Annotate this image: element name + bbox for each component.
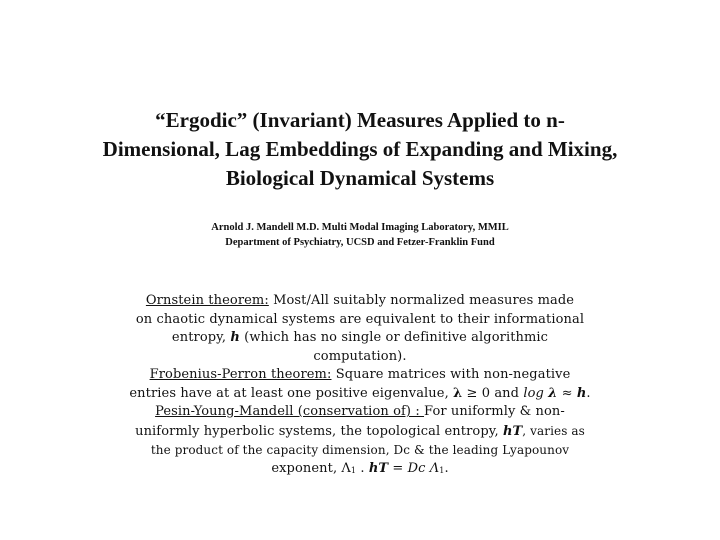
frobenius-text-1: Square matrices with non-negative <box>331 367 571 382</box>
pesin-text-1: For uniformly & non- <box>424 404 565 419</box>
frobenius-lambda-2: λ <box>548 385 558 401</box>
body-text <box>90 292 630 480</box>
ornstein-line-3-b: (which has no single or definitive algorithmic <box>239 330 549 345</box>
pesin-sub-2: 1 <box>439 465 445 475</box>
pesin-line-2 <box>90 422 630 442</box>
pesin-line-3: the product of the capacity dimension, Dc & the leading Lyapounov <box>150 443 570 457</box>
frobenius-lambda: λ <box>453 385 463 401</box>
pesin-formula-rhs: Dc Λ <box>407 460 440 476</box>
pesin-formula-hT: hT <box>368 460 389 476</box>
pesin-line-1 <box>90 403 630 422</box>
frobenius-ge: ≥ 0 <box>462 385 491 401</box>
pesin-line-2-a: uniformly hyperbolic systems, the topological entropy, <box>135 423 503 439</box>
pesin-line-4 <box>90 460 630 481</box>
frobenius-log: log <box>523 385 549 401</box>
pesin-formula-eq: = <box>388 460 408 476</box>
frobenius-line-2 <box>90 385 630 404</box>
frobenius-approx: ≈ <box>557 385 577 401</box>
frobenius-period: . <box>586 385 591 401</box>
pesin-line-2-b: , varies as <box>522 423 585 438</box>
ornstein-h: h <box>230 330 240 345</box>
pesin-line-4-a: exponent, <box>271 460 342 476</box>
ornstein-line-2: on chaotic dynamical systems are equivalent to their informational <box>135 311 585 327</box>
title-line-1: “Ergodic” (Invariant) Measures Applied to n- <box>155 108 565 132</box>
pesin-line-4-end: . <box>444 460 449 476</box>
author-line-1: Arnold J. Mandell M.D. Multi Modal Imaging Laboratory, MMIL <box>211 222 509 233</box>
ornstein-heading: Ornstein theorem: <box>145 293 269 308</box>
title-line-3: Biological Dynamical Systems <box>225 166 495 190</box>
pesin-line-4-b: . <box>356 460 369 476</box>
title-line-2: Dimensional, Lag Embeddings of Expanding and Mixing, <box>102 137 618 161</box>
ornstein-text-1: Most/All suitably normalized measures made <box>268 293 575 308</box>
ornstein-line-3-a: entropy, <box>171 330 231 345</box>
pesin-Lambda: Λ <box>341 460 351 476</box>
frobenius-h: h <box>576 385 587 401</box>
frobenius-and: and <box>490 385 524 401</box>
pesin-heading: Pesin-Young-Mandell (conservation of) : <box>155 404 425 419</box>
slide-title <box>40 106 680 193</box>
author-block <box>100 220 620 250</box>
pesin-sub-1: 1 <box>350 465 357 475</box>
ornstein-line-3 <box>90 329 630 348</box>
author-line-2: Department of Psychiatry, UCSD and Fetzer-Franklin Fund <box>225 237 495 248</box>
frobenius-heading: Frobenius-Perron theorem: <box>149 367 332 382</box>
pesin-hT: hT <box>502 423 523 439</box>
frobenius-line-1 <box>90 366 630 385</box>
ornstein-line-4: computation). <box>313 348 407 364</box>
frobenius-line-2-a: entries have at at least one positive eigenvalue, <box>129 385 454 401</box>
ornstein-line-1 <box>90 292 630 311</box>
